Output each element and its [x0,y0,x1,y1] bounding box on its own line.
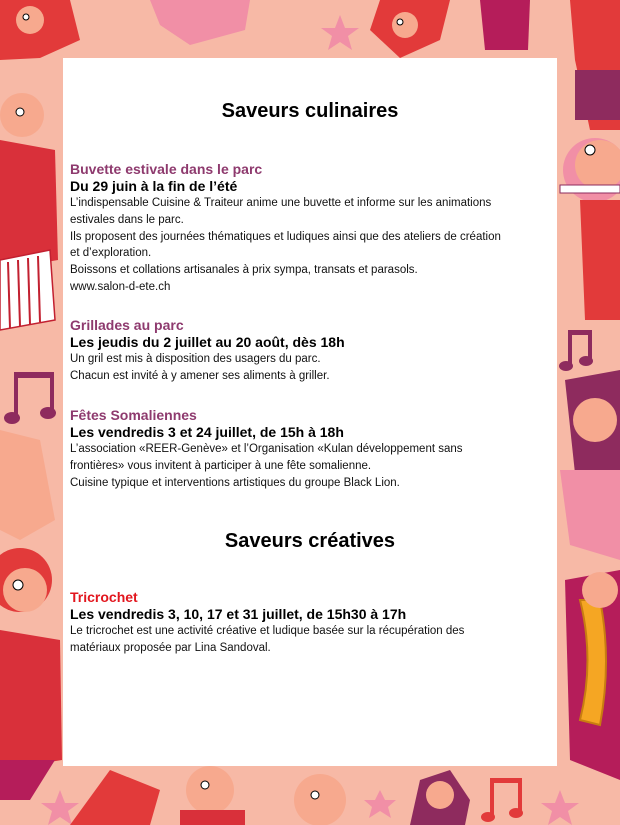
event-title: Buvette estivale dans le parc [70,161,263,177]
event-fetes-somaliennes [70,407,550,491]
description-line: L’indispensable Cuisine & Traiteur anime une buvette et informe sur les animations [70,197,492,209]
description-line: Ils proposent des journées thématiques et ludiques ainsi que des ateliers de création [70,230,501,243]
event-buvette [70,161,550,296]
event-title: Tricrochet [70,589,138,605]
event-tricrochet [70,589,550,657]
description-line: matériaux proposée par Lina Sandoval. [70,641,271,654]
event-date: Les jeudis du 2 juillet au 20 août, dès 18h [70,334,345,350]
description-line: Un gril est mis à disposition des usagers du parc. [70,353,321,365]
event-title: Fêtes Somaliennes [70,407,197,423]
event-description [70,623,550,657]
description-line: Chacun est invité à y amener ses aliments à griller. [70,369,330,382]
description-line: L’association «REER-Genève» et l’Organisation «Kulan développement sans [70,443,463,455]
description-line: Boissons et collations artisanales à prix sympa, transats et parasols. [70,264,418,277]
event-date: Les vendredis 3, 10, 17 et 31 juillet, de 15h30 à 17h [70,606,407,622]
section-title-creatives: Saveurs créatives [224,530,396,552]
event-description [70,195,550,296]
description-line: Le tricrochet est une activité créative et ludique basée sur la récupération des [70,625,465,637]
description-line: et d’exploration. [70,247,152,260]
event-description [70,351,550,385]
cartoon-saxophonist [565,570,620,780]
website-link[interactable]: www.salon-d-ete.ch [70,280,171,293]
description-line: estivales dans le parc. [70,213,184,226]
section-title-culinaires: Saveurs culinaires [221,100,399,122]
event-title: Grillades au parc [70,317,184,333]
event-grillades [70,317,550,385]
description-line: Cuisine typique et interventions artistiques du groupe Black Lion. [70,476,400,489]
description-line: frontières» vous invitent à participer à une fête somalienne. [70,459,372,472]
content-panel [63,58,557,766]
event-date: Les vendredis 3 et 24 juillet, de 15h à 18h [70,424,344,440]
event-description [70,441,550,491]
event-date: Du 29 juin à la fin de l’été [70,178,238,194]
